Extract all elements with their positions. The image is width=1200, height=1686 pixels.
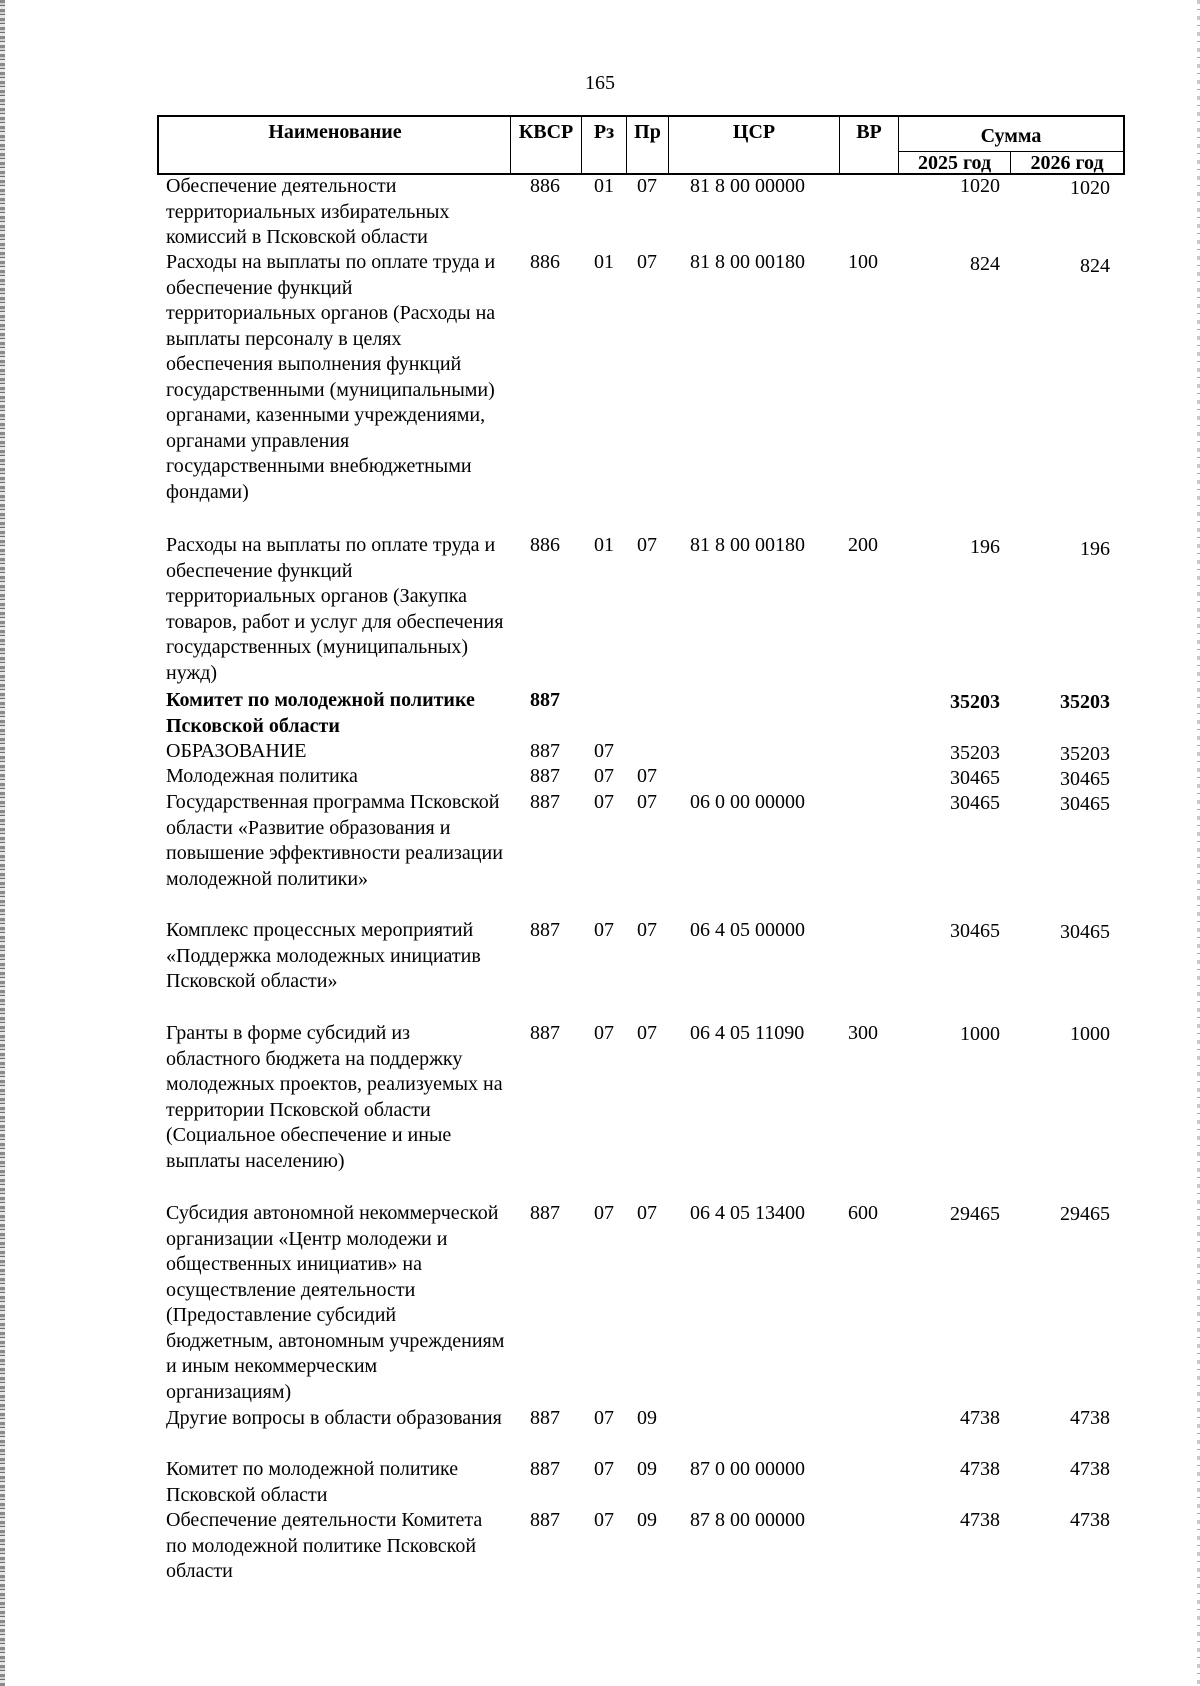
row-pr: 09	[637, 1458, 657, 1480]
row-name: Субсидия автономной некоммерческой организации «Центр молодежи и общественных инициатив» на осуществление деятельности (Предоставление субсидий бюджетным, автономным учреждениям и иным некоммерческим организациям)	[166, 1202, 505, 1403]
row-pr: 07	[637, 534, 657, 556]
row-pr: 07	[637, 175, 657, 197]
header-rz: Рз	[593, 121, 615, 143]
row-rz: 01	[594, 534, 614, 556]
row-rz: 07	[594, 1458, 614, 1480]
header-year-2026: 2026 год	[1030, 152, 1104, 174]
row-kvsr: 887	[530, 689, 560, 711]
row-rz: 07	[594, 765, 614, 787]
row-kvsr: 886	[530, 251, 560, 273]
row-name: Комитет по молодежной политике Псковской области	[166, 689, 475, 737]
row-name: Гранты в форме субсидий из областного бюджета на поддержку молодежных проектов, реализуемых на территории Псковской области (Социальное обеспечение и иные выплаты населению)	[166, 1022, 503, 1172]
row-csr: 06 4 05 00000	[690, 919, 805, 941]
header-sum: Сумма	[980, 125, 1042, 147]
row-sum-2026: 30465	[1060, 768, 1110, 790]
header-pr: Пр	[634, 121, 661, 143]
row-sum-2026: 29465	[1060, 1203, 1110, 1225]
row-csr: 87 8 00 00000	[690, 1509, 805, 1531]
row-sum-2026: 1000	[1070, 1023, 1110, 1045]
row-vr: 600	[848, 1202, 878, 1224]
row-kvsr: 887	[530, 1458, 560, 1480]
row-name: Государственная программа Псковской области «Развитие образования и повышение эффективности реализации молодежной политики»	[166, 791, 503, 890]
row-rz: 07	[594, 1202, 614, 1224]
row-rz: 07	[594, 1509, 614, 1531]
page-number: 165	[585, 72, 615, 94]
row-sum-2025: 35203	[950, 691, 1000, 713]
row-sum-2025: 4738	[960, 1509, 1000, 1531]
row-pr: 07	[637, 251, 657, 273]
row-kvsr: 886	[530, 175, 560, 197]
row-csr: 81 8 00 00180	[690, 251, 805, 273]
row-sum-2026: 30465	[1060, 921, 1110, 943]
row-rz: 01	[594, 175, 614, 197]
header-csr: ЦСР	[732, 121, 776, 143]
row-name: Обеспечение деятельности территориальных избирательных комиссий в Псковской области	[166, 175, 450, 248]
row-sum-2026: 4738	[1070, 1509, 1110, 1531]
row-sum-2025: 30465	[950, 767, 1000, 789]
row-vr: 200	[848, 534, 878, 556]
row-rz: 07	[594, 791, 614, 813]
row-name: Расходы на выплаты по оплате труда и обеспечение функций территориальных органов (Закупка товаров, работ и услуг для обеспечения государственных (муниципальных) нужд)	[166, 534, 504, 684]
row-sum-2025: 1020	[960, 175, 1000, 197]
row-csr: 06 4 05 11090	[690, 1022, 805, 1044]
row-sum-2025: 30465	[950, 792, 1000, 814]
row-kvsr: 886	[530, 534, 560, 556]
row-kvsr: 887	[530, 740, 560, 762]
row-rz: 07	[594, 740, 614, 762]
row-sum-2026: 35203	[1060, 691, 1110, 713]
row-sum-2025: 824	[970, 253, 1000, 275]
row-csr: 06 0 00 00000	[690, 791, 805, 813]
row-csr: 06 4 05 13400	[690, 1202, 805, 1224]
row-kvsr: 887	[530, 1407, 560, 1429]
row-sum-2026: 4738	[1070, 1458, 1110, 1480]
row-kvsr: 887	[530, 1202, 560, 1224]
row-csr: 81 8 00 00180	[690, 534, 805, 556]
row-pr: 07	[637, 765, 657, 787]
row-sum-2025: 29465	[950, 1203, 1000, 1225]
row-vr: 300	[848, 1022, 878, 1044]
row-name: Расходы на выплаты по оплате труда и обеспечение функций территориальных органов (Расходы на выплаты персоналу в целях обеспечения выполнения функций государственными (муниципальными) органами, казенными учреждениями, органами управления государственными внебюджетными фондами)	[166, 251, 496, 503]
row-sum-2026: 1020	[1070, 177, 1110, 199]
row-rz: 07	[594, 1407, 614, 1429]
row-vr: 100	[848, 251, 878, 273]
row-sum-2025: 4738	[960, 1407, 1000, 1429]
row-kvsr: 887	[530, 765, 560, 787]
row-sum-2025: 35203	[950, 742, 1000, 764]
row-rz: 07	[594, 1022, 614, 1044]
row-sum-2025: 196	[970, 536, 1000, 558]
row-sum-2026: 35203	[1060, 743, 1110, 765]
row-name: Комитет по молодежной политике Псковской области	[166, 1458, 459, 1506]
row-name: Обеспечение деятельности Комитета по молодежной политике Псковской области	[166, 1509, 483, 1582]
row-pr: 09	[637, 1407, 657, 1429]
row-sum-2026: 196	[1080, 538, 1110, 560]
header-vr: ВР	[856, 121, 882, 143]
header-year-2025: 2025 год	[917, 152, 992, 174]
row-sum-2026: 30465	[1060, 793, 1110, 815]
row-csr: 81 8 00 00000	[690, 175, 805, 197]
row-sum-2026: 4738	[1070, 1407, 1110, 1429]
row-kvsr: 887	[530, 919, 560, 941]
row-name: ОБРАЗОВАНИЕ	[166, 740, 307, 762]
row-kvsr: 887	[530, 1509, 560, 1531]
header-name: Наименование	[268, 121, 402, 143]
row-pr: 07	[637, 919, 657, 941]
row-sum-2025: 30465	[950, 920, 1000, 942]
row-rz: 07	[594, 919, 614, 941]
row-sum-2026: 824	[1080, 255, 1110, 277]
row-csr: 87 0 00 00000	[690, 1458, 805, 1480]
row-name: Комплекс процессных мероприятий «Поддержка молодежных инициатив Псковской области»	[166, 919, 481, 992]
row-pr: 07	[637, 1202, 657, 1224]
row-sum-2025: 4738	[960, 1458, 1000, 1480]
row-kvsr: 887	[530, 1022, 560, 1044]
row-pr: 07	[637, 1022, 657, 1044]
row-name: Молодежная политика	[166, 765, 358, 787]
row-sum-2025: 1000	[960, 1023, 1000, 1045]
row-pr: 07	[637, 791, 657, 813]
row-rz: 01	[594, 251, 614, 273]
header-kvsr: КВСР	[518, 121, 574, 143]
row-name: Другие вопросы в области образования	[166, 1407, 502, 1429]
row-pr: 09	[637, 1509, 657, 1531]
row-kvsr: 887	[530, 791, 560, 813]
